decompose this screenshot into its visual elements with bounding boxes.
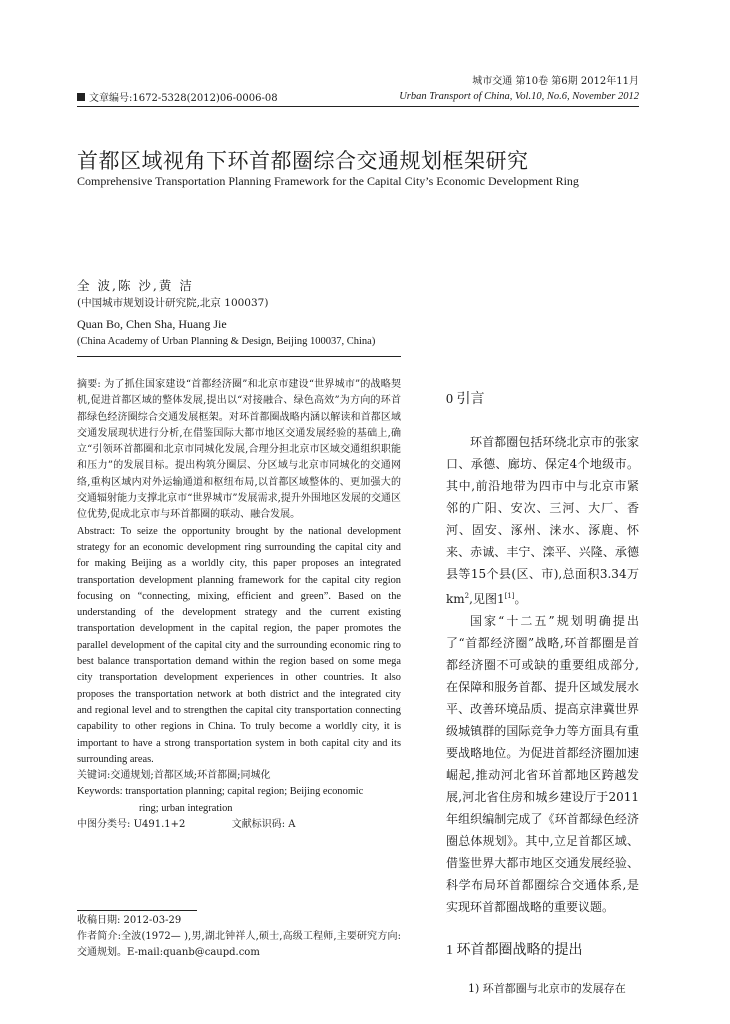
- intro-paragraph-1: [446, 431, 639, 610]
- classification: [77, 817, 401, 833]
- intro-p1-text: 环首都圈包括环绕北京市的张家口、承德、廊坊、保定4个地级市。其中,前沿地带为四市中与北京市紧邻的广阳、安次、三河、大厂、香河、固安、涿州、涞水、涿鹿、怀来、赤诚、丰宁、滦平、兴隆、承德县等15个县(区、市),总面积3.34万km: [446, 435, 639, 606]
- section-1-heading: 1 环首都圈战略的提出: [446, 943, 583, 958]
- section-0-heading: 0 引言: [446, 392, 485, 407]
- abstract-en: [77, 524, 401, 768]
- intro-p1-figref: ,见图1: [469, 592, 505, 606]
- keywords-zh-label: 关键词:: [77, 770, 111, 782]
- article-number: [77, 89, 278, 104]
- abstract-zh-label: 摘要:: [77, 379, 101, 390]
- clc-label: 中图分类号:: [77, 819, 131, 831]
- journal-name-en: Urban Transport of China, Vol.10, No.6, November 2012: [399, 91, 639, 102]
- abstract-en-text: To seize the opportunity brought by the national development strategy for an economic development ring surrounding the capital city and for making Beijing as a worldly city, this paper proposes an integrated transportation development planning framework for the capital city region focusing on “connecting, mixing, efficient and green”. Based on the understanding of the development strategy and the current existing transportation development in the capital region, the paper promotes the parallel development of the capital city and the surrounding economic ring to best balance transportation demand within the region based on some mega city transportation development experiences in other countries. It also proposes the transportation network at both district and the integrated city and regional level and to strengthen the capital city transportation connecting capability to other regions in China. To truly become a worldly city, it is important to have a strong transportation system in both capital city and its surrounding areas.: [77, 525, 402, 765]
- author-rule: [77, 356, 401, 357]
- intro-paragraph-2: 国家“十二五”规划明确提出了“首都经济圈”战略,环首都圈是首都经济圈不可或缺的重要组成部分,在保障和服务首都、提升区域发展水平、改善环境品质、提高京津冀世界级城镇群的国际竞争力等方面具有重要战略地位。为促进首都经济圈加速崛起,推动河北省环首都地区跨越发展,河北省住房和城乡建设厅于2011年组织编制完成了《环首都绿色经济圈总体规划》。其中,立足首都区域、借鉴世界大都市地区交通发展经验、科学布局环首都圈综合交通体系,是实现环首都圈战略的重要议题。: [446, 614, 639, 914]
- article-number-text: 文章编号:1672-5328(2012)06-0006-08: [89, 93, 278, 104]
- keywords-en-line2: ring; urban integration: [139, 802, 233, 814]
- author-bio: 作者简介:全波(1972— ),男,湖北钟祥人,硕士,高级工程师,主要研究方向:交通规划。E-mail:quanb@caupd.com: [77, 931, 401, 958]
- doc-code: A: [288, 819, 296, 831]
- keywords-en: [77, 784, 401, 817]
- intro-p1-end: 。: [514, 592, 527, 606]
- footnote-rule: [77, 910, 197, 911]
- title-zh: 首都区域视角下环首都圈综合交通规划框架研究: [77, 149, 529, 173]
- abstract-zh-text: 为了抓住国家建设“首都经济圈”和北京市建设“世界城市”的战略契机,促进首都区域的整体发展,提出以“对接融合、绿色高效”为方向的环首都绿色经济圈综合交通发展框架。对环首都圈战略内涵以解读和首都区域交通发展现状进行分析,在借鉴国际大都市地区交通发展经验的基础上,确立“引领环首都圈和北京市同城化发展,合理分担北京市区域交通组织职能和压力”的发展目标。提出构筑分圈层、分区域与北京市同城化的交通网络,重构区域内对外运输通道和枢纽布局,以首都区域整体的、更加强大的交通辐射能力支撑北京市“世界城市”发展需求,提升外围地区发展的交通区位优势,促成北京市与环首都圈的联动、融合发展。: [77, 379, 401, 521]
- authors-en: Quan Bo, Chen Sha, Huang Jie: [77, 317, 227, 331]
- received-date: 收稿日期: 2012-03-29: [77, 915, 182, 926]
- keywords-en-label: Keywords:: [77, 786, 123, 798]
- superscript-2: 2: [464, 592, 470, 600]
- doc-code-label: 文献标识码:: [231, 819, 286, 831]
- affiliation-zh: (中国城市规划设计研究院,北京 100037): [77, 297, 269, 309]
- section-1-paragraph: 1) 环首都圈与北京市的发展存在: [468, 982, 626, 995]
- affiliation-en: (China Academy of Urban Planning & Design, Beijing 100037, China): [77, 336, 376, 347]
- square-bullet-icon: [77, 93, 85, 101]
- keywords-zh: [77, 768, 401, 784]
- citation-1[interactable]: [1]: [504, 592, 515, 600]
- abstract-zh: [77, 377, 401, 524]
- title-en: Comprehensive Transportation Planning Framework for the Capital City’s Economic Development Ring: [77, 174, 579, 188]
- journal-name-zh: 城市交通 第10卷 第6期 2012年11月: [472, 76, 639, 87]
- journal-header: [399, 74, 639, 104]
- abstract-en-label: Abstract:: [77, 525, 116, 537]
- authors-zh: 全 波,陈 沙,黄 洁: [77, 278, 194, 293]
- keywords-zh-text: 交通规划;首都区域;环首都圈;同城化: [110, 770, 271, 782]
- clc-code: U491.1+2: [133, 819, 186, 831]
- abstract-block: [77, 377, 401, 833]
- right-column: [446, 389, 639, 1000]
- footnote: [77, 913, 401, 961]
- header-rule: [77, 106, 639, 107]
- keywords-en-line1: transportation planning; capital region; Beijing economic: [125, 786, 364, 798]
